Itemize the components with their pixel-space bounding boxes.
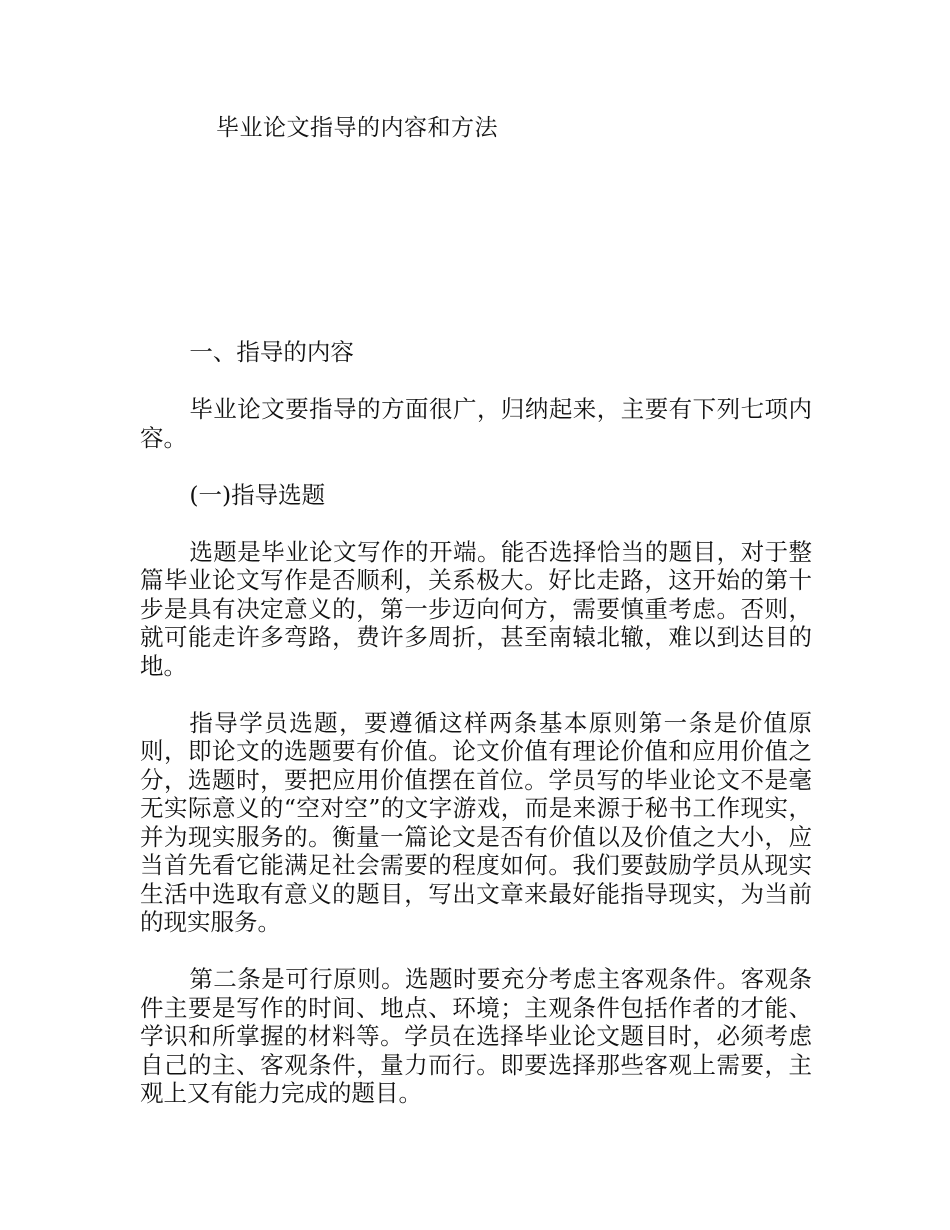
- intro-paragraph: 毕业论文要指导的方面很广，归纳起来，主要有下列七项内容。: [140, 395, 812, 452]
- document-body: [140, 338, 812, 1136]
- body-paragraph: 第二条是可行原则。选题时要充分考虑主客观条件。客观条件主要是写作的时间、地点、环境；主观条件包括作者的才能、学识和所掌握的材料等。学员在选择毕业论文题目时，必须考虑自己的主、客观条件，量力而行。即要选择那些客观上需要，主观上又有能力完成的题目。: [140, 965, 812, 1107]
- body-paragraph: 选题是毕业论文写作的开端。能否选择恰当的题目，对于整篇毕业论文写作是否顺利，关系极大。好比走路，这开始的第十步是具有决定意义的，第一步迈向何方，需要慎重考虑。否则，就可能走许多弯路，费许多周折，甚至南辕北辙，难以到达目的地。: [140, 537, 812, 680]
- section-heading: 一、指导的内容: [189, 338, 354, 366]
- document-title: 毕业论文指导的内容和方法: [216, 115, 498, 141]
- body-paragraph: 指导学员选题，要遵循这样两条基本原则第一条是价值原则，即论文的选题要有价值。论文价值有理论价值和应用价值之分，选题时，要把应用价值摆在首位。学员写的毕业论文不是毫无实际意义的“空对空”的文字游戏，而是来源于秘书工作现实，并为现实服务的。衡量一篇论文是否有价值以及价值之大小，应当首先看它能满足社会需要的程度如何。我们要鼓励学员从现实生活中选取有意义的题目，写出文章来最好能指导现实，为当前的现实服务。: [140, 708, 812, 936]
- subsection-heading: (一)指导选题: [189, 480, 326, 509]
